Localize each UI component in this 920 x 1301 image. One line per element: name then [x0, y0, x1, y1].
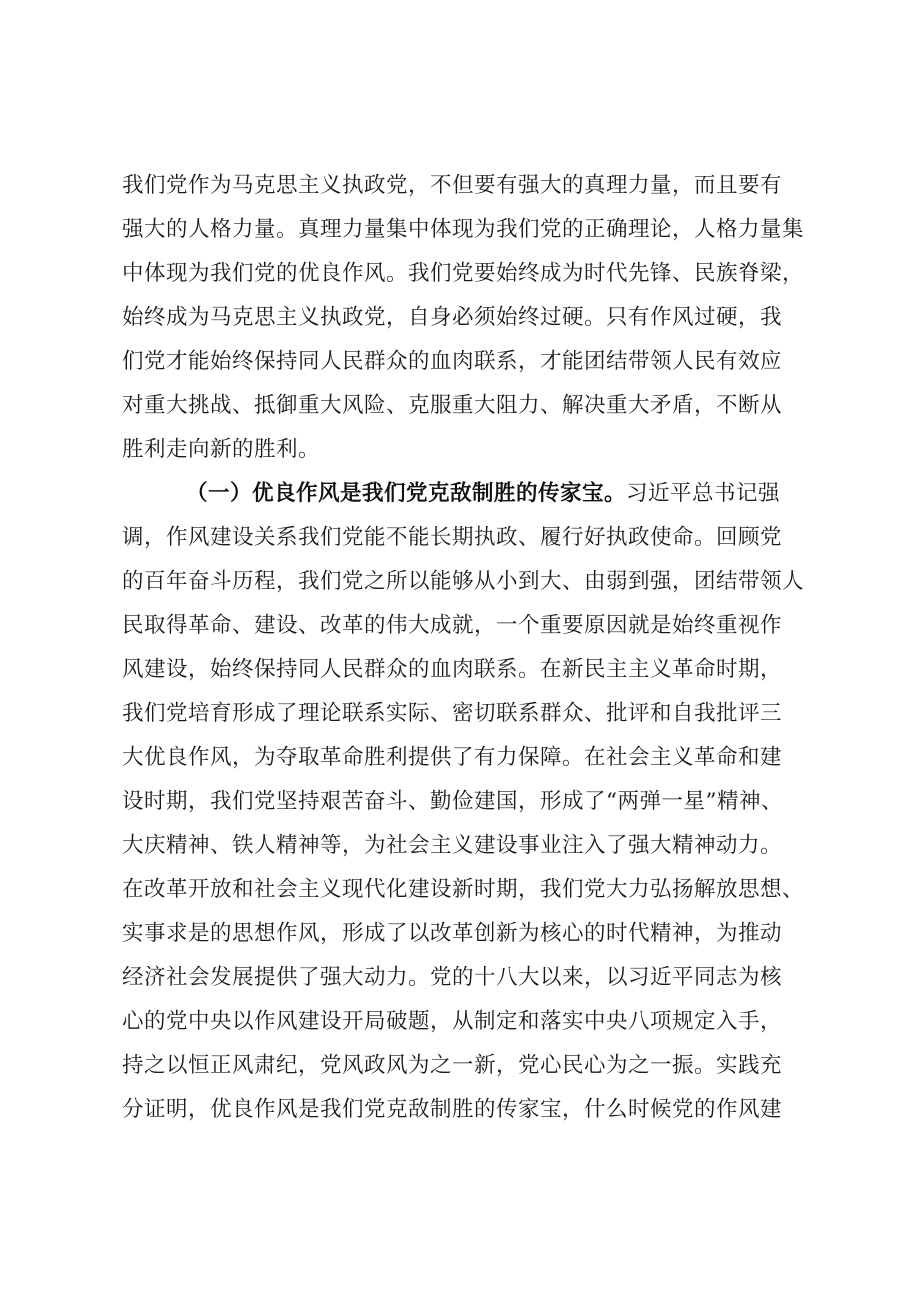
text-line: 大庆精神、铁人精神等，为社会主义建设事业注入了强大精神动力。 [122, 833, 783, 858]
section-first-line-text: 习近平总书记强 [626, 481, 781, 506]
text-line: 分证明，优良作风是我们党克敌制胜的传家宝，什么时候党的作风建 [122, 1097, 783, 1122]
text-line: 民取得革命、建设、改革的伟大成就，一个重要原因就是始终重视作 [122, 613, 783, 638]
text-line: 设时期，我们党坚持艰苦奋斗、勤俭建国，形成了“两弹一星”精神、 [122, 789, 783, 814]
text-line: 的百年奋斗历程，我们党之所以能够从小到大、由弱到强，团结带领人 [122, 569, 805, 594]
text-line: 我们党培育形成了理论联系实际、密切联系群众、批评和自我批评三 [122, 701, 783, 726]
text-line: 实事求是的思想作风，形成了以改革创新为核心的时代精神，为推动 [122, 921, 783, 946]
text-line: 心的党中央以作风建设开局破题，从制定和落实中央八项规定入手， [122, 1009, 783, 1034]
document-body [122, 164, 822, 1132]
text-line: 对重大挑战、抵御重大风险、克服重大阻力、解决重大矛盾，不断从 [122, 393, 783, 418]
text-line: 持之以恒正风肃纪，党风政风为之一新，党心民心为之一振。实践充 [122, 1053, 783, 1078]
text-line: 在改革开放和社会主义现代化建设新时期，我们党大力弘扬解放思想、 [122, 877, 805, 902]
text-line: 始终成为马克思主义执政党，自身必须始终过硬。只有作风过硬，我 [122, 305, 783, 330]
paragraph-intro [122, 164, 822, 472]
text-line: 我们党作为马克思主义执政党，不但要有强大的真理力量，而且要有 [122, 173, 783, 198]
section-first-line [122, 472, 822, 516]
text-line: 大优良作风，为夺取革命胜利提供了有力保障。在社会主义革命和建 [122, 745, 783, 770]
text-line: 风建设，始终保持同人民群众的血肉联系。在新民主主义革命时期， [122, 657, 783, 682]
text-line: 胜利走向新的胜利。 [122, 437, 321, 462]
section-heading: （一）优良作风是我们党克敌制胜的传家宝。 [186, 481, 627, 506]
text-line: 们党才能始终保持同人民群众的血肉联系，才能团结带领人民有效应 [122, 349, 783, 374]
text-line: 强大的人格力量。真理力量集中体现为我们党的正确理论，人格力量集 [122, 217, 805, 242]
paragraph-section-1 [122, 472, 822, 1132]
text-line: 经济社会发展提供了强大动力。党的十八大以来，以习近平同志为核 [122, 965, 783, 990]
text-line: 中体现为我们党的优良作风。我们党要始终成为时代先锋、民族脊梁， [122, 261, 805, 286]
text-line: 调，作风建设关系我们党能不能长期执政、履行好执政使命。回顾党 [122, 525, 783, 550]
